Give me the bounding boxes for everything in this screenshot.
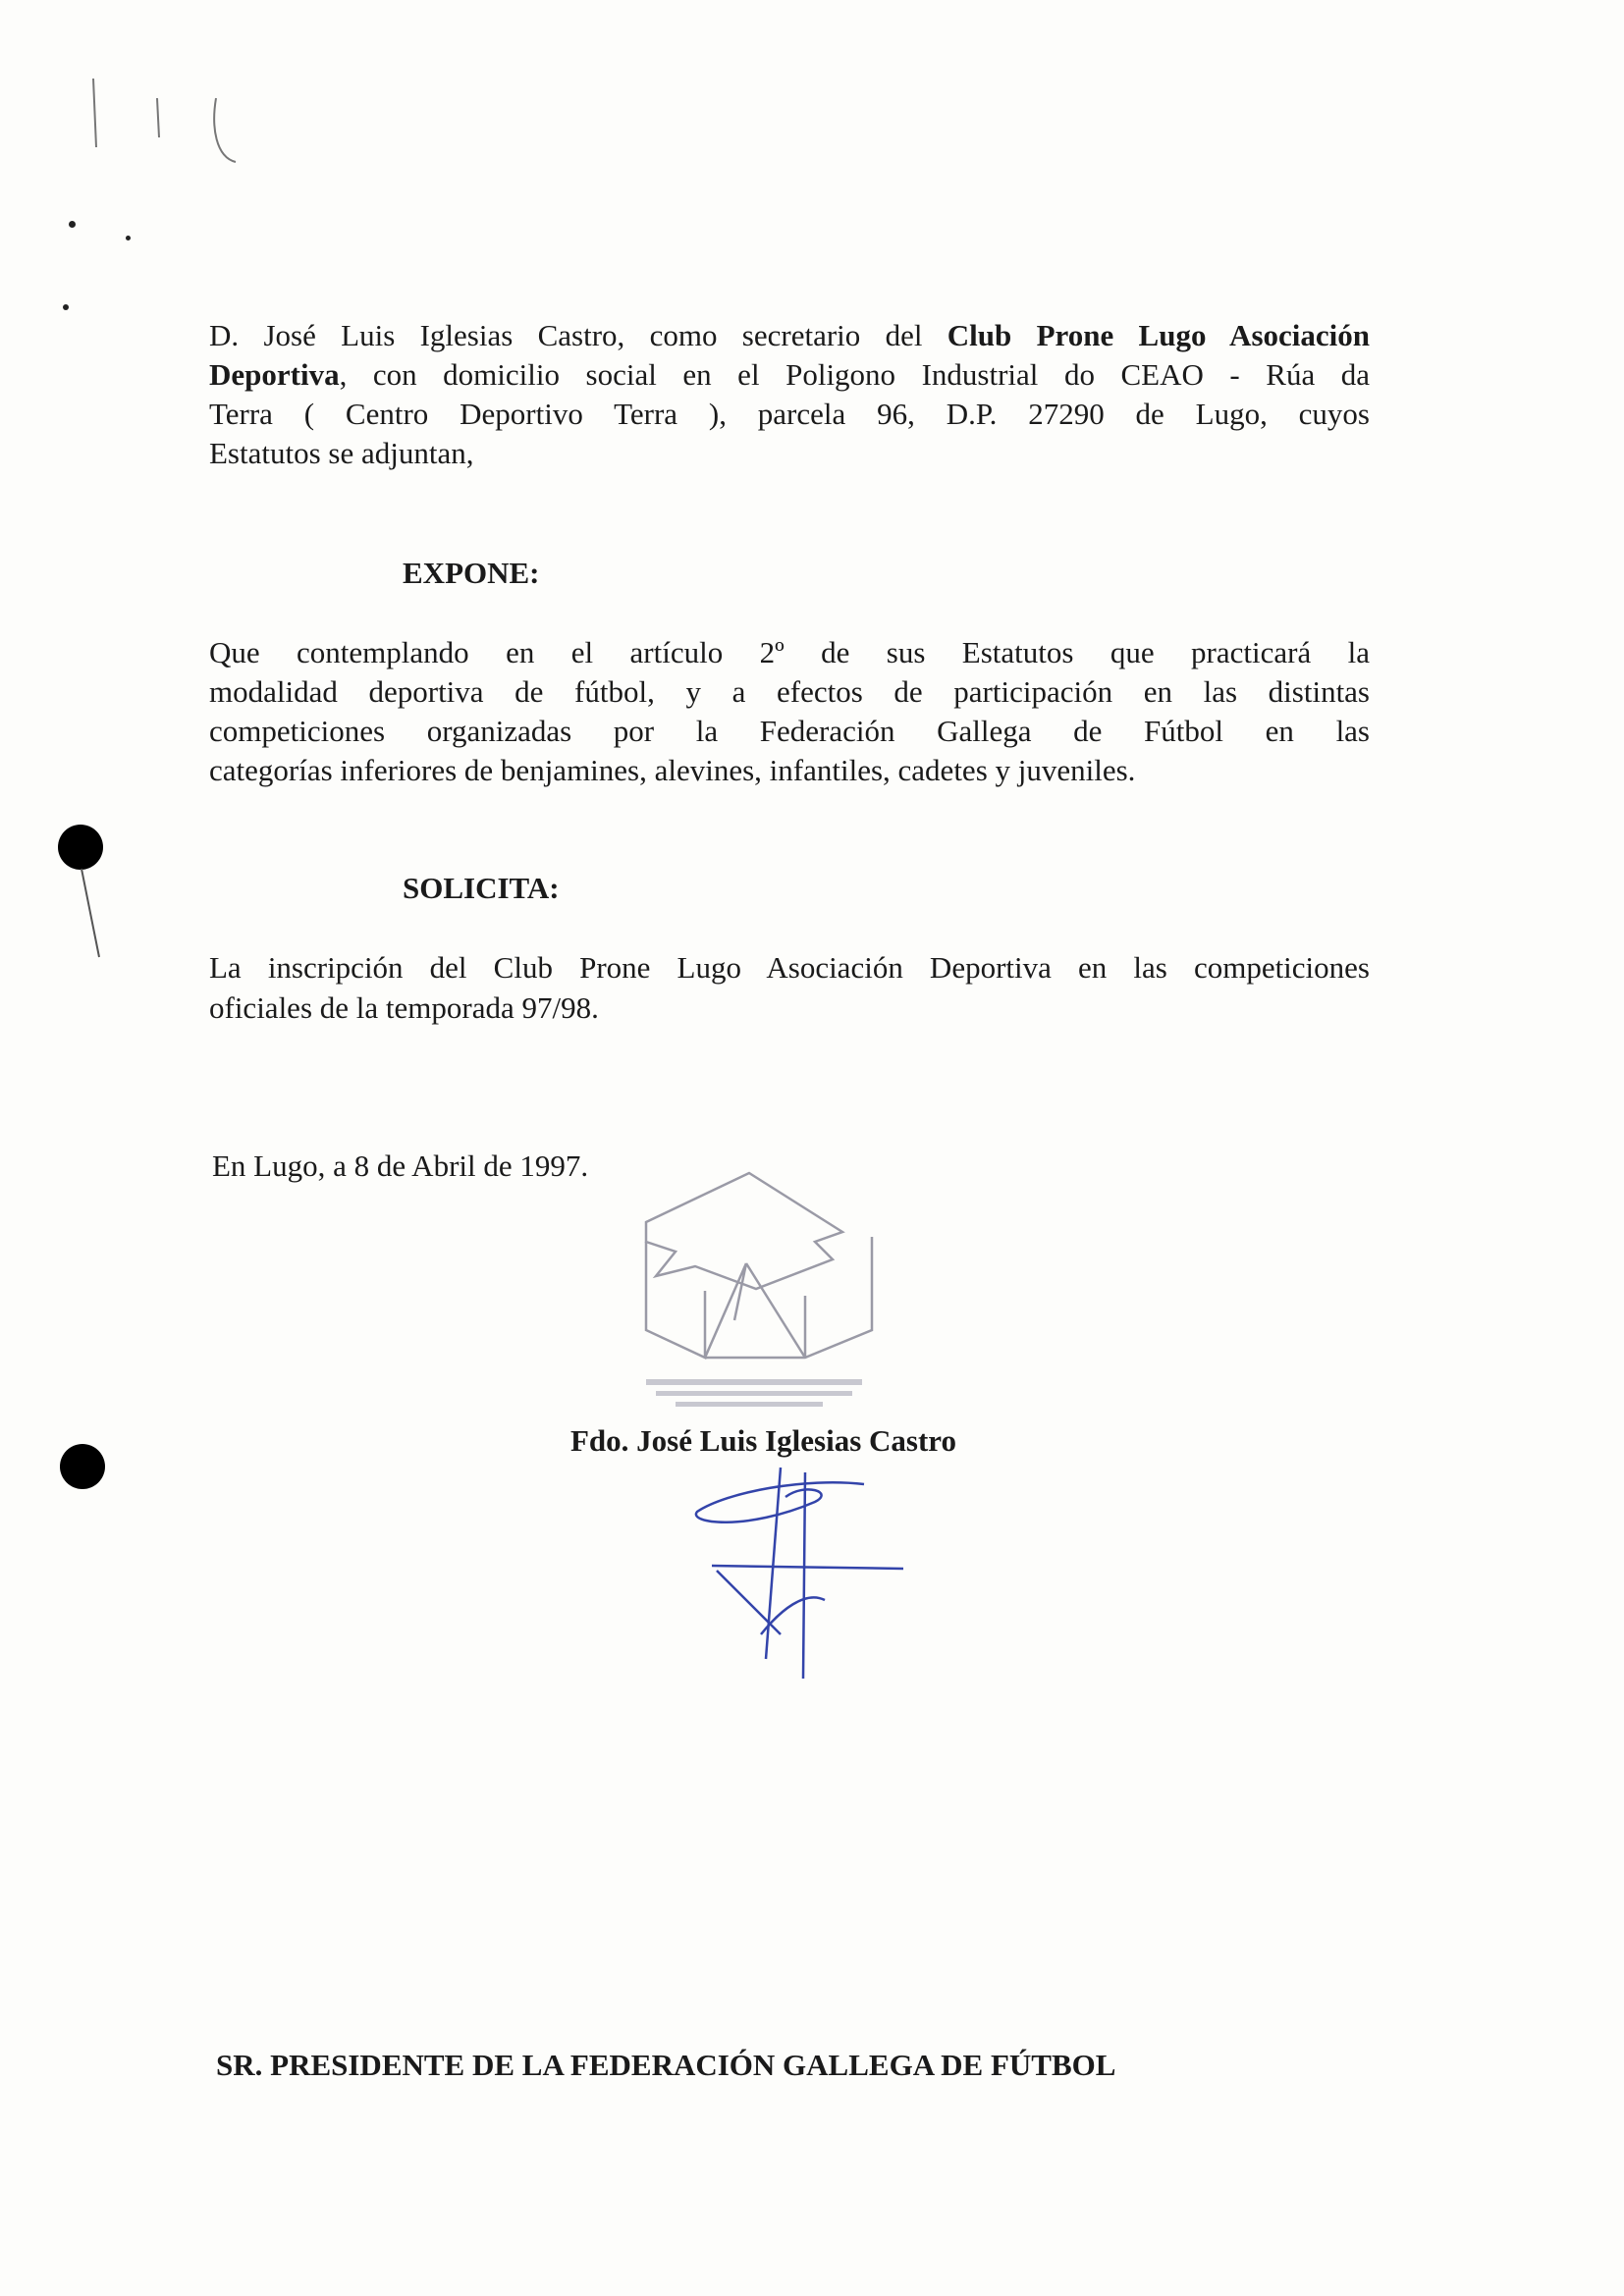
solicita-line: La inscripción del Club Prone Lugo Asociación Deportiva en las competiciones — [209, 950, 1370, 985]
expone-heading: EXPONE: — [403, 556, 540, 590]
club-stamp — [636, 1163, 892, 1409]
expone-line: competiciones organizadas por la Federación Gallega de Fútbol en las — [209, 714, 1370, 748]
addressee: SR. PRESIDENTE DE LA FEDERACIÓN GALLEGA DE FÚTBOL — [216, 2048, 1116, 2082]
intro-line — [209, 395, 1370, 434]
club-name: Deportiva — [209, 357, 340, 392]
punch-hole-bottom — [60, 1444, 105, 1489]
handwritten-signature — [687, 1463, 923, 1688]
intro-line — [209, 355, 1370, 395]
scan-speck — [63, 304, 69, 310]
date-line: En Lugo, a 8 de Abril de 1997. — [212, 1148, 589, 1183]
expone-line: modalidad deportiva de fútbol, y a efectos de participación en las distintas — [209, 674, 1370, 709]
scan-speck — [126, 236, 131, 240]
scan-mark — [74, 864, 113, 982]
intro-line — [209, 316, 1370, 355]
signature-name: Fdo. José Luis Iglesias Castro — [570, 1423, 956, 1458]
scan-mark — [59, 59, 255, 177]
solicita-line: oficiales de la temporada 97/98. — [209, 990, 599, 1025]
intro-text: Terra ( Centro Deportivo Terra ), parcela 96, D.P. 27290 de Lugo, cuyos — [209, 397, 1370, 431]
intro-text: , con domicilio social en el Poligono Industrial do CEAO - Rúa da — [339, 357, 1370, 392]
scan-speck — [69, 221, 76, 228]
intro-text: Estatutos se adjuntan, — [209, 436, 474, 470]
expone-line: Que contemplando en el artículo 2º de sus Estatutos que practicará la — [209, 635, 1370, 669]
intro-text: D. José Luis Iglesias Castro, como secretario del — [209, 318, 947, 352]
intro-line — [209, 434, 1370, 473]
expone-line: categorías inferiores de benjamines, alevines, infantiles, cadetes y juveniles. — [209, 753, 1136, 787]
solicita-heading: SOLICITA: — [403, 871, 560, 905]
club-name: Club Prone Lugo Asociación — [947, 318, 1370, 352]
